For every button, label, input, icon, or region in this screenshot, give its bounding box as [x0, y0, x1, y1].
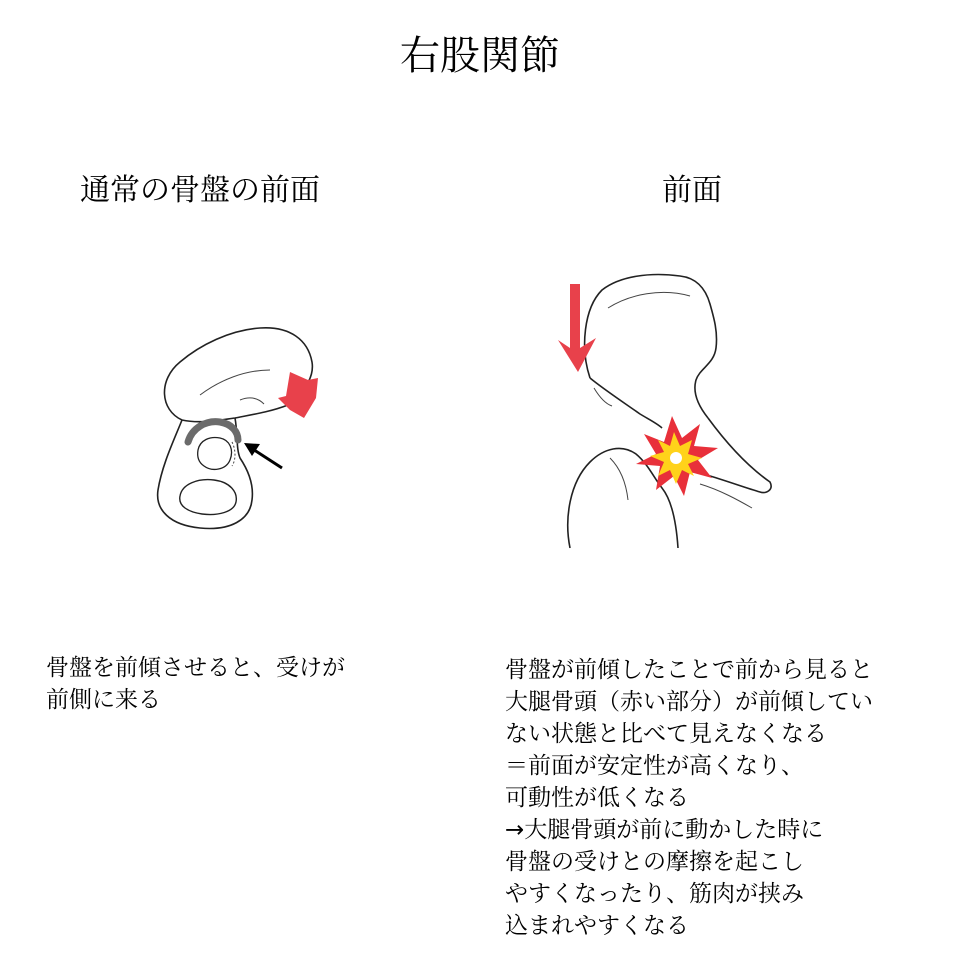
right-panel-heading: 前面	[662, 173, 722, 208]
right-desc-line: 込まれやすくなる	[505, 913, 689, 939]
ilium-inner-line	[608, 292, 690, 308]
right-desc-line: →大腿骨頭が前に動かした時に	[505, 817, 824, 843]
acetabulum-rim	[188, 422, 238, 442]
right-desc-line: ない状態と比べて見えなくなる	[505, 721, 827, 747]
ilium-posterior-line	[590, 378, 662, 428]
rotation-arrow-red	[558, 284, 596, 372]
right-desc-line: やすくなったり、筋肉が挟み	[505, 881, 804, 907]
right-desc-line: 骨盤が前傾したことで前から見ると	[505, 657, 873, 683]
right-desc-line: 可動性が低くなる	[505, 785, 689, 811]
pelvis-tilted-illustration	[550, 268, 780, 558]
pelvis-front-illustration	[140, 300, 340, 540]
collision-burst-icon	[636, 416, 718, 496]
acetabulum-dotted	[232, 442, 235, 466]
pointer-arrow-head	[244, 443, 260, 456]
left-desc-line: 骨盤を前傾させると、受けが	[46, 655, 345, 681]
femoral-neck-line	[610, 458, 628, 500]
obturator-foramen	[180, 480, 237, 515]
left-panel-description	[46, 652, 345, 716]
page-title: 右股関節	[400, 33, 560, 79]
ilium-inner-line	[200, 370, 270, 395]
iliac-crest-line	[240, 398, 264, 404]
left-panel-heading: 通常の骨盤の前面	[80, 173, 320, 208]
acetabulum-fossa	[198, 438, 232, 470]
left-desc-line: 前側に来る	[46, 687, 161, 713]
sacral-notch	[594, 388, 612, 406]
right-desc-line: ＝前面が安定性が高くなり、	[505, 753, 804, 779]
ilium-outline	[585, 275, 717, 418]
right-desc-line: 大腿骨頭（赤い部分）が前傾してい	[505, 689, 873, 715]
right-desc-line: 骨盤の受けとの摩擦を起こし	[505, 849, 804, 875]
right-panel-description	[505, 654, 873, 942]
rotation-arrow-red	[278, 372, 318, 418]
